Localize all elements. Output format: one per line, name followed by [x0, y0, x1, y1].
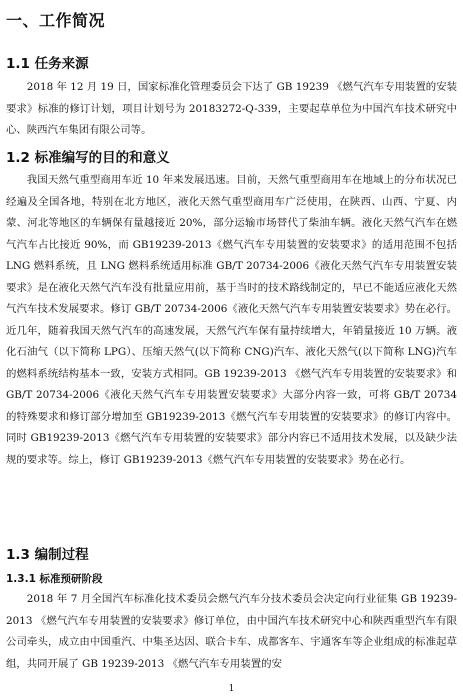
paragraph-task-source: 2018 年 12 月 19 日，国家标准化管理委员会下达了 GB 19239 《燃气汽车专用装置的安装要求》标准的修订计划，项目计划号为 20183272-Q-339，主要起草单位为中国汽车技术研究中心、陕西汽车集团有限公司等。	[6, 81, 457, 136]
paragraph-purpose: 我国天然气重型商用车近 10 年来发展迅速。目前，天然气重型商用车在地域上的分布状况已经遍及全国各地，特别在北方地区，液化天然气重型商用车广泛使用，在陕西、山西、宁夏、内蒙、河北等地区的车辆保有量越接近 20%，部分运输市场替代了柴油车辆。液化天然气汽车在燃气汽车占比接近 90%，而 GB19239-2013《燃气汽车专用装置的安装要求》的适用范围不包括 LNG 燃料系统，且 LNG 燃料系统适用标准 GB/T 20734-2006《液化天然气汽车专用装置安装要求》是在液化天然气汽车没有批量应用前，基于当时的技术路线制定的，早已不能适应液化天然气汽车技术发展要求。修订 GB/T 20734-2006《液化天然气汽车专用装置安装要求》势在必行。近几年，随着我国天然气汽车的高速发展，天然气汽车保有量持续增大，年销量接近 10 万辆。液化石油气（以下简称 LPG）、压缩天然气(以下简称 CNG)汽车、液化天然气(以下简称 LNG)汽车的燃料系统结构基本一致，安装方式相同。GB 19239-2013 《燃气汽车专用装置的安装要求》和 GB/T 20734-2006《液化天然气汽车专用装置安装要求》大部分内容一致，可将 GB/T 20734 的特殊要求和修订部分增加至 GB19239-2013《燃气汽车专用装置的安装要求》的修订内容中。同时 GB19239-2013《燃气汽车专用装置的安装要求》部分内容已不适用技术发展，以及缺少法规的要求等。综上，修订 GB19239-2013《燃气汽车专用装置的安装要求》势在必行。	[6, 174, 457, 466]
heading-preresearch: 1.3.1 标准预研阶段	[6, 573, 103, 585]
section-title: 一、工作简况	[6, 11, 106, 30]
page-number: 1	[228, 684, 235, 694]
heading-purpose: 1.2 标准编写的目的和意义	[6, 150, 170, 166]
paragraph-preresearch: 2018 年 7 月全国汽车标准化技术委员会燃气汽车分技术委员会决定向行业征集 GB 19239-2013 《燃气汽车专用装置的安装要求》修订单位，由中国汽车技术研究中心和陕西重型汽车有限公司牵头，成立由中国重汽、中集圣达因、联合卡车、成都客车、宇通客车等企业组成的标准起草组，共同开展了 GB 19239-2013 《燃气汽车专用装置的安	[6, 593, 457, 670]
heading-process: 1.3 编制过程	[6, 547, 89, 563]
heading-task-source: 1.1 任务来源	[6, 56, 89, 72]
